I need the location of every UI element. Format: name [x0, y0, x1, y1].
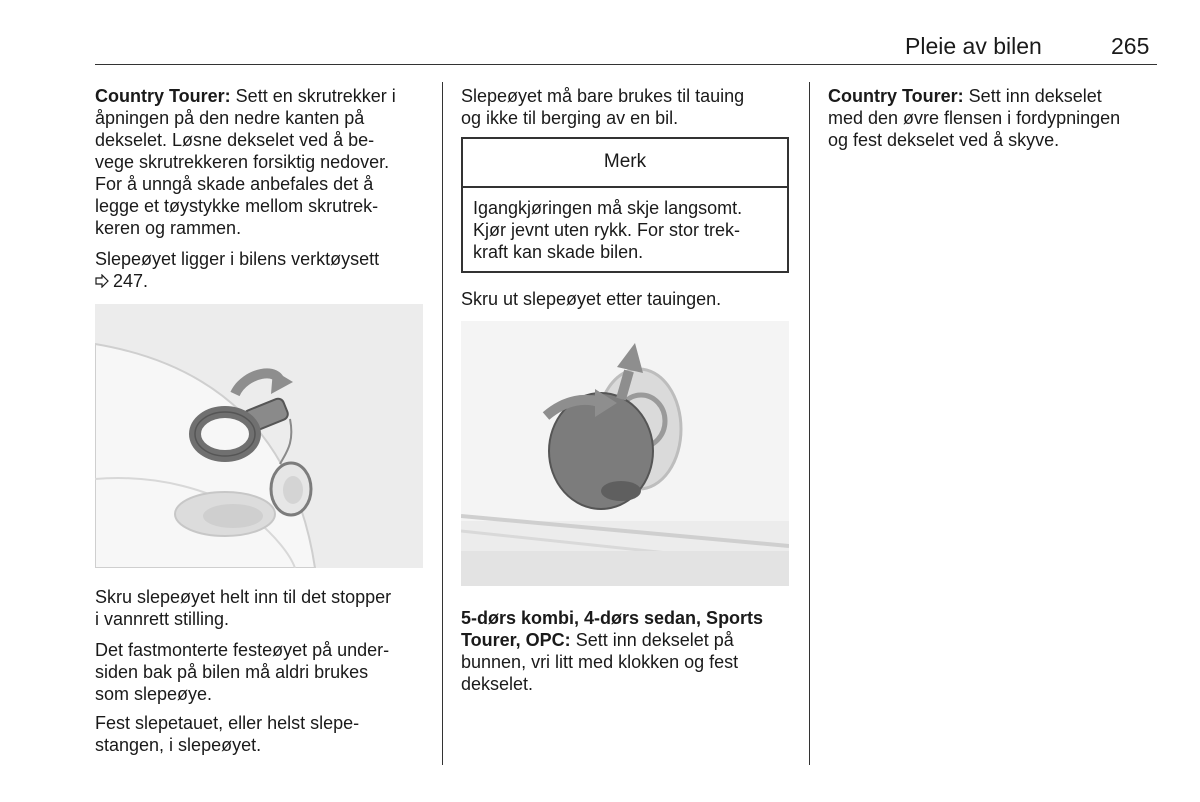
- model-label: Tourer, OPC:: [461, 630, 571, 650]
- page-number: 265: [1111, 33, 1150, 59]
- col2-paragraph-unscrew: Skru ut slepeøyet etter tauingen.: [461, 289, 722, 309]
- col1-paragraph-toolkit: Slepeøyet ligger i bilens verktøysett 247.: [95, 249, 380, 291]
- note-box: [461, 137, 789, 273]
- col1-paragraph-country-tourer-remove: Country Tourer: Sett en skrutrekker i åpningen på den nedre kanten på dekselet. Løsne dekselet ved å be- vege skrutrekkeren forsiktig nedover. For å unngå skade anbefales det å legge et tøystykke mellom skrutrek- keren og rammen.: [95, 86, 396, 238]
- column-divider-2: [809, 82, 810, 765]
- col1-paragraph-screw-in: Skru slepeøyet helt inn til det stopper i vannrett stilling.: [95, 587, 392, 629]
- note-title: Merk: [603, 151, 647, 172]
- note-text: Igangkjøringen må skje langsomt. Kjør jevnt uten rykk. For stor trek- kraft kan skade bilen.: [473, 198, 743, 262]
- col3-paragraph-country-tourer-insert: Country Tourer: Sett inn dekselet med den øvre flensen i fordypningen og fest dekselet ved å skyve.: [828, 86, 1121, 150]
- header-rule: [95, 64, 1157, 65]
- model-label: Country Tourer:: [95, 86, 231, 106]
- column-divider-1: [442, 82, 443, 765]
- page-reference-arrow-icon: [95, 274, 109, 288]
- col2-paragraph-towing-only: Slepeøyet må bare brukes til tauing og ikke til berging av en bil.: [461, 86, 745, 128]
- towing-eye-illustration: [95, 304, 423, 568]
- page-reference-link[interactable]: 247.: [113, 271, 149, 291]
- cover-insertion-illustration: [461, 321, 789, 586]
- running-header-title: Pleie av bilen: [905, 33, 1042, 59]
- col2-paragraph-insert-cover: 5-dørs kombi, 4-dørs sedan, Sports Tourer, OPC: Sett inn dekselet på bunnen, vri litt med klokken og fest dekselet.: [461, 608, 764, 694]
- model-label: 5-dørs kombi, 4-dørs sedan, Sports: [461, 608, 764, 628]
- model-label: Country Tourer:: [828, 86, 964, 106]
- col1-paragraph-fixed-eye-warning: Det fastmonterte festeøyet på under- siden bak på bilen må aldri brukes som slepeøye.: [95, 640, 390, 704]
- col1-paragraph-attach-rope: Fest slepetauet, eller helst slepe- stangen, i slepeøyet.: [95, 713, 360, 755]
